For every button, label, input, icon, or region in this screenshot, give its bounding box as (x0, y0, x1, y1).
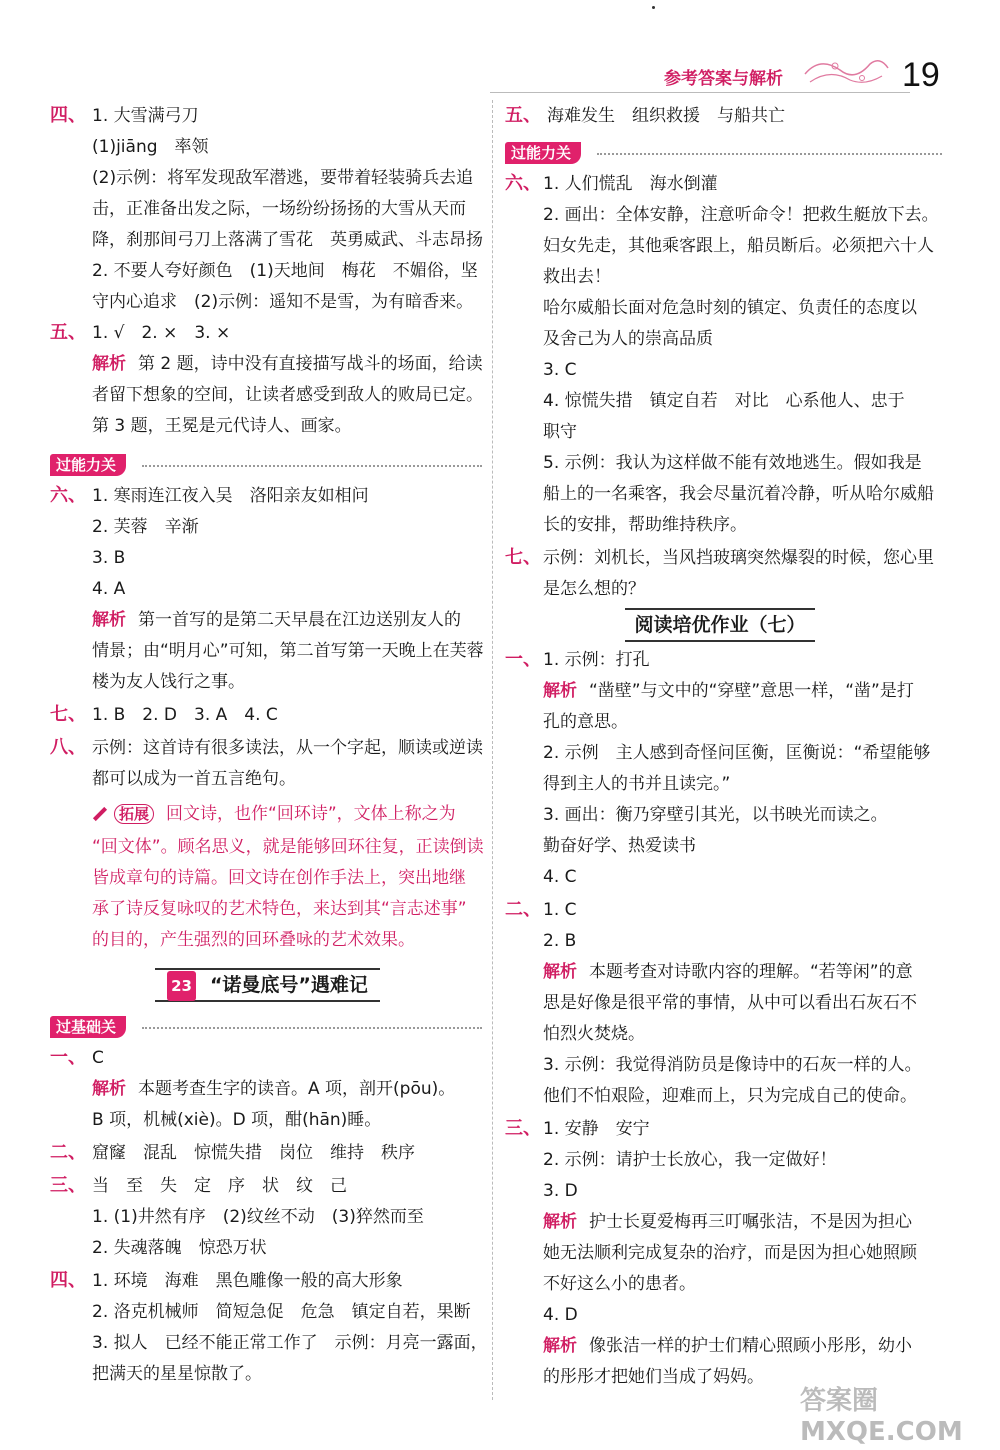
extension-tag: 拓展 (114, 804, 154, 824)
page-number: 19 (902, 56, 940, 94)
lesson-title: 23 “诺曼底号”遇难记 (155, 968, 380, 1002)
lesson-number: 23 (167, 971, 196, 1001)
column-divider (492, 100, 493, 1400)
page-header (0, 0, 1000, 100)
pencil-icon (93, 807, 107, 821)
header-rule (490, 92, 910, 93)
section-badge: 过基础关 (50, 1016, 485, 1038)
header-title: 参考答案与解析 (664, 69, 783, 89)
reading-homework-title: 阅读培优作业（七） (625, 608, 815, 642)
section-badge: 过能力关 (505, 142, 945, 164)
decorative-swirl-icon (800, 54, 890, 88)
top-dot (652, 6, 655, 9)
watermark: 答案圈 MXQE.COM (800, 1386, 963, 1447)
section-badge: 过能力关 (50, 454, 485, 476)
